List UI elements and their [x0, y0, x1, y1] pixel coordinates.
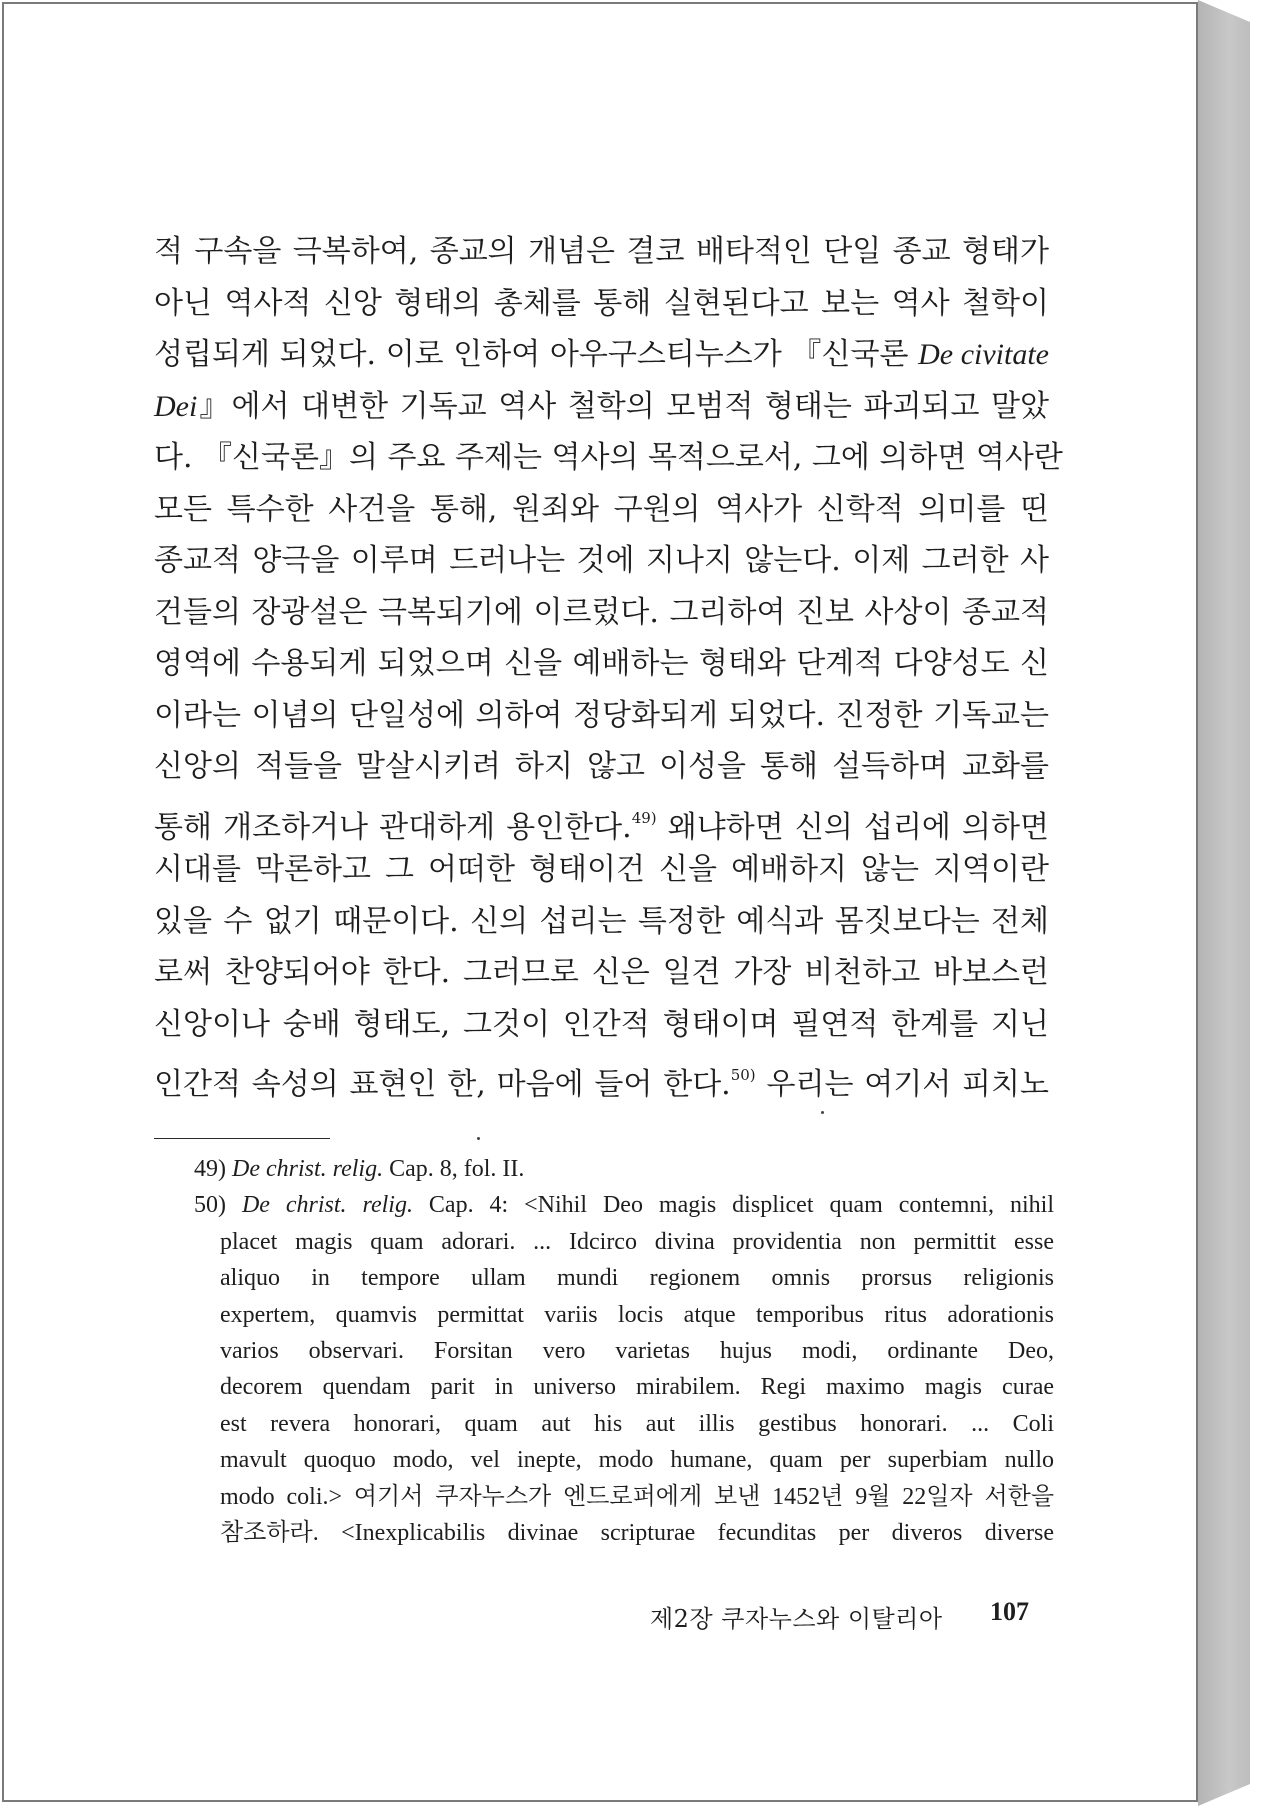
footnotes [194, 1151, 1055, 1551]
page-number: 107 [990, 1597, 1029, 1626]
body-line-text: 에서 대변한 기독교 역사 철학의 모범적 형태는 파괴되고 말았 [231, 388, 1050, 424]
footnote-line: mavult quoquo modo, vel inepte, modo humane, quam per superbiam nullo [220, 1447, 1054, 1474]
footnote-line: varios observari. Forsitan vero varietas hujus modi, ordinante Deo, [220, 1337, 1054, 1364]
body-line-text: 성립되게 되었다. 이로 인하여 아우구스티누스가 『신국론 [154, 337, 909, 372]
body-text [154, 226, 1063, 1102]
body-line: 종교적 양극을 이루며 드러나는 것에 지나지 않는다. 이제 그러한 사 [154, 543, 1049, 578]
footnote-work-title: De christ. relig. [232, 1156, 384, 1182]
footnote-text: Cap. 4: <Nihil Deo magis displicet quam contemni, nihil [428, 1192, 1054, 1219]
body-line-text: 왜냐하면 신의 섭리에 의하면 [667, 809, 1049, 845]
footnote-line: expertem, quamvis permittat variis locis atque temporibus ritus adorationis [220, 1301, 1054, 1328]
body-line: 시대를 막론하고 그 어떠한 형태이건 신을 예배하지 않는 지역이란 [154, 852, 1049, 887]
body-line: 영역에 수용되게 되었으며 신을 예배하는 형태와 단계적 다양성도 신 [154, 646, 1049, 681]
footnote-work-title: De christ. relig. [241, 1192, 413, 1219]
body-line [154, 793, 1049, 845]
body-line: 건들의 장광설은 극복되기에 이르렀다. 그리하여 진보 사상이 종교적 [154, 594, 1049, 630]
body-line: 신앙의 적들을 말살시키려 하지 않고 이성을 통해 설득하며 교화를 [154, 749, 1049, 784]
footnote-ref-49[interactable]: 49) [631, 808, 657, 827]
footnote-line: 참조하라. <Inexplicabilis divinae scripturae fecunditas per diveros diverse [220, 1519, 1054, 1546]
footnote-line: decorem quendam parit in universo mirabilem. Regi maximo magis curae [220, 1374, 1054, 1401]
scan-speck [477, 1137, 480, 1140]
running-footer-title: 제2장 쿠자누스와 이탈리아 [650, 1605, 943, 1633]
footnote-50 [194, 1187, 1054, 1223]
title-close-bracket: 』 [197, 388, 232, 424]
body-line: 다. 『신국론』의 주요 주제는 역사의 목적으로서, 그에 의하면 역사란 [154, 440, 1063, 475]
body-line: 적 구속을 극복하여, 종교의 개념은 결코 배타적인 단일 종교 형태가 [154, 234, 1049, 269]
italic-title-end: Dei [154, 389, 198, 423]
body-line-text: 우리는 여기서 피치노 [766, 1067, 1049, 1102]
body-line: 신앙이나 숭배 형태도, 그것이 인간적 형태이며 필연적 한계를 지닌 [154, 1006, 1049, 1042]
body-line [154, 329, 1049, 381]
italic-title: De civitate [918, 338, 1049, 371]
footnote-line: placet magis quam adorari. ... Idcirco divina providentia non permittit esse [220, 1228, 1054, 1255]
footnote-ref-50[interactable]: 50) [730, 1066, 756, 1084]
body-line: 이라는 이념의 단일성에 의하여 정당화되게 되었다. 진정한 기독교는 [154, 697, 1049, 733]
body-line-text: 인간적 속성의 표현인 한, 마음에 들어 한다. [154, 1067, 731, 1102]
body-line [154, 1050, 1049, 1102]
footnote-number: 49) [194, 1156, 226, 1182]
body-line: 아닌 역사적 신앙 형태의 총체를 통해 실현된다고 보는 역사 철학이 [154, 285, 1049, 321]
footnote-line: est revera honorari, quam aut his aut illis gestibus honorari. ... Coli [220, 1410, 1054, 1437]
footnote-text: Cap. 8, fol. II. [389, 1156, 525, 1182]
body-line-text: 통해 개조하거나 관대하게 용인한다. [154, 809, 632, 845]
footnote-49 [194, 1151, 1054, 1187]
footnote-line: aliquo in tempore ullam mundi regionem omnis prorsus religionis [220, 1265, 1054, 1292]
footnote-line: modo coli.> 여기서 쿠자누스가 엔드로퍼에게 보낸 1452년 9월 22일자 서한을 [220, 1483, 1055, 1510]
footnote-number: 50) [194, 1192, 226, 1219]
scan-speck [821, 1111, 824, 1114]
book-spine [1198, 0, 1250, 1806]
body-line: 로써 찬양되어야 한다. 그러므로 신은 일견 가장 비천하고 바보스런 [154, 955, 1049, 990]
footnote-separator [154, 1138, 330, 1139]
body-line [154, 381, 1049, 433]
body-line: 모든 특수한 사건을 통해, 원죄와 구원의 역사가 신학적 의미를 띤 [154, 491, 1049, 527]
body-line: 있을 수 없기 때문이다. 신의 섭리는 특정한 예식과 몸짓보다는 전체 [154, 903, 1049, 939]
